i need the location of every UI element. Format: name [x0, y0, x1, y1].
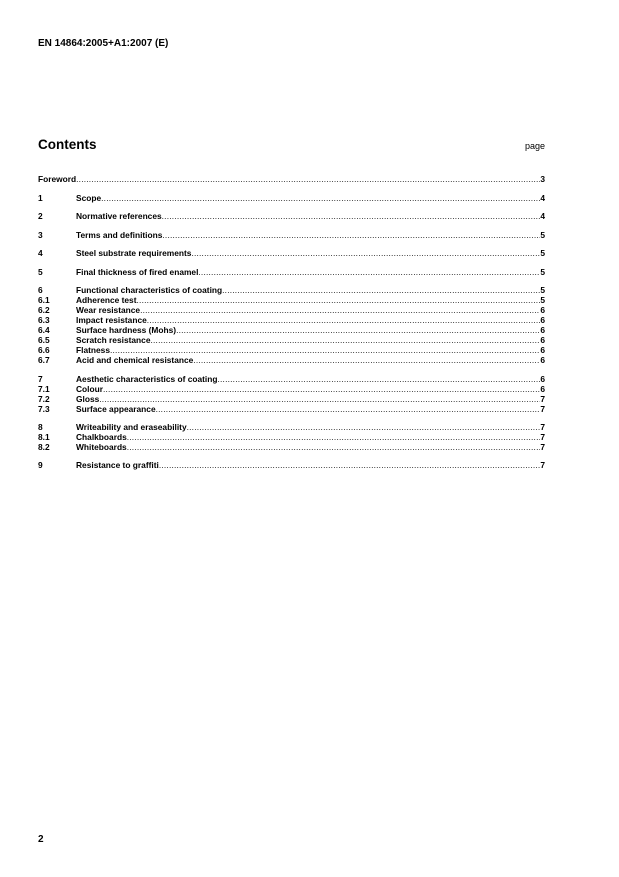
toc-page: 3	[540, 174, 545, 184]
toc-number: 8	[38, 422, 43, 432]
toc-label: Whiteboards	[76, 442, 127, 452]
document-id: EN 14864:2005+A1:2007 (E)	[38, 38, 169, 49]
toc-page: 4	[540, 211, 545, 221]
dot-leader	[140, 305, 540, 315]
toc-number: 9	[38, 459, 43, 470]
toc-label: Gloss	[76, 393, 100, 404]
dot-leader	[162, 230, 540, 240]
toc-number: 6.6	[38, 345, 50, 355]
toc-entry-resistance-to-graffiti[interactable]	[38, 460, 545, 470]
dot-leader	[127, 432, 541, 442]
dot-leader	[159, 460, 540, 470]
dot-leader	[127, 442, 541, 452]
toc-label: Terms and definitions	[76, 229, 163, 240]
dot-leader	[103, 384, 540, 394]
toc-label: Scope	[76, 192, 102, 203]
toc-number: 6.2	[38, 305, 50, 315]
toc-page: 5	[540, 295, 545, 305]
toc-number: 6.1	[38, 295, 50, 305]
toc-label: Wear resistance	[76, 305, 141, 315]
toc-entry-wear-resistance[interactable]	[38, 305, 545, 315]
toc-entry-normative-references[interactable]	[38, 211, 545, 221]
toc-number: 6.5	[38, 335, 50, 345]
toc-number: 6.3	[38, 315, 50, 325]
toc-number: 6.4	[38, 325, 50, 335]
dot-leader	[147, 315, 541, 325]
toc-page: 7	[540, 422, 545, 432]
toc-page: 6	[540, 373, 545, 384]
toc-number: 7.1	[38, 383, 50, 394]
toc-page: 6	[540, 315, 545, 325]
toc-number: 7.2	[38, 393, 50, 404]
dot-leader	[156, 404, 541, 414]
dot-leader	[222, 285, 540, 295]
toc-entry-chalkboards[interactable]	[38, 432, 545, 442]
toc-label: Impact resistance	[76, 315, 147, 325]
toc-page: 7	[540, 393, 545, 404]
toc-label: Acid and chemical resistance	[76, 355, 194, 365]
dot-leader	[191, 248, 540, 258]
toc-entry-flatness[interactable]	[38, 345, 545, 355]
toc-number: 3	[38, 229, 43, 240]
toc-label: Surface hardness (Mohs)	[76, 325, 177, 335]
toc-page: 6	[540, 325, 545, 335]
toc-label: Adherence test	[76, 295, 137, 305]
toc-page: 5	[540, 266, 545, 277]
toc-page: 5	[540, 285, 545, 295]
toc-entry-surface-appearance[interactable]	[38, 404, 545, 414]
toc-entry-adherence-test[interactable]	[38, 295, 545, 305]
dot-leader	[162, 211, 541, 221]
toc-label: Final thickness of fired enamel	[76, 266, 199, 277]
toc-label: Colour	[76, 383, 103, 394]
toc-label: Surface appearance	[76, 403, 156, 414]
toc-entry-terms-and-definitions[interactable]	[38, 230, 545, 240]
toc-label: Aesthetic characteristics of coating	[76, 373, 218, 384]
toc-label: Normative references	[76, 211, 162, 221]
toc-page: 5	[540, 229, 545, 240]
toc-page: 6	[540, 383, 545, 394]
toc-page: 6	[540, 335, 545, 345]
toc-entry-whiteboards[interactable]	[38, 442, 545, 452]
dot-leader	[137, 295, 541, 305]
toc-label: Steel substrate requirements	[76, 248, 192, 258]
dot-leader	[101, 193, 540, 203]
dot-leader	[198, 267, 540, 277]
toc-page: 5	[540, 248, 545, 258]
toc-number: 1	[38, 192, 43, 203]
toc-number: 5	[38, 266, 43, 277]
dot-leader	[218, 374, 541, 384]
toc-number: 8.2	[38, 442, 50, 452]
toc-page: 7	[540, 432, 545, 442]
toc-label: Chalkboards	[76, 432, 127, 442]
toc-page: 6	[540, 345, 545, 355]
toc-number: 8.1	[38, 432, 50, 442]
toc-label: Scratch resistance	[76, 335, 151, 345]
toc-label: Resistance to graffiti	[76, 459, 159, 470]
toc-label: Functional characteristics of coating	[76, 285, 223, 295]
toc-number: 7	[38, 373, 43, 384]
dot-leader	[187, 422, 541, 432]
toc-number: 4	[38, 248, 43, 258]
dot-leader	[110, 345, 540, 355]
toc-entry-acid-chemical-resistance[interactable]	[38, 355, 545, 365]
dot-leader	[151, 335, 541, 345]
toc-number: 2	[38, 211, 43, 221]
dot-leader	[193, 355, 540, 365]
toc-entry-scope[interactable]	[38, 193, 545, 203]
toc-number: 6.7	[38, 355, 50, 365]
toc-entry-writeability[interactable]	[38, 422, 545, 432]
contents-title: Contents	[38, 137, 97, 152]
toc-entry-gloss[interactable]	[38, 394, 545, 404]
toc-label: Writeability and eraseability	[76, 422, 187, 432]
toc-entry-foreword[interactable]	[38, 174, 545, 184]
toc-entry-colour[interactable]	[38, 384, 545, 394]
table-of-contents	[38, 174, 545, 470]
dot-leader	[99, 394, 540, 404]
toc-entry-functional-characteristics[interactable]	[38, 285, 545, 295]
page-number: 2	[38, 834, 44, 845]
page-column-heading: page	[524, 141, 545, 151]
toc-number: 6	[38, 285, 43, 295]
toc-entry-steel-substrate-requirements[interactable]	[38, 248, 545, 258]
toc-entry-aesthetic-characteristics[interactable]	[38, 374, 545, 384]
toc-entry-surface-hardness[interactable]	[38, 325, 545, 335]
toc-entry-scratch-resistance[interactable]	[38, 335, 545, 345]
toc-page: 7	[540, 403, 545, 414]
toc-label: Flatness	[76, 345, 110, 355]
toc-page: 6	[540, 305, 545, 315]
toc-page: 4	[540, 192, 545, 203]
dot-leader	[76, 174, 540, 184]
toc-page: 7	[540, 459, 545, 470]
toc-page: 7	[540, 442, 545, 452]
toc-entry-impact-resistance[interactable]	[38, 315, 545, 325]
toc-entry-final-thickness[interactable]	[38, 267, 545, 277]
dot-leader	[176, 325, 540, 335]
toc-label: Foreword	[38, 174, 77, 184]
toc-page: 6	[540, 355, 545, 365]
toc-number: 7.3	[38, 403, 50, 414]
